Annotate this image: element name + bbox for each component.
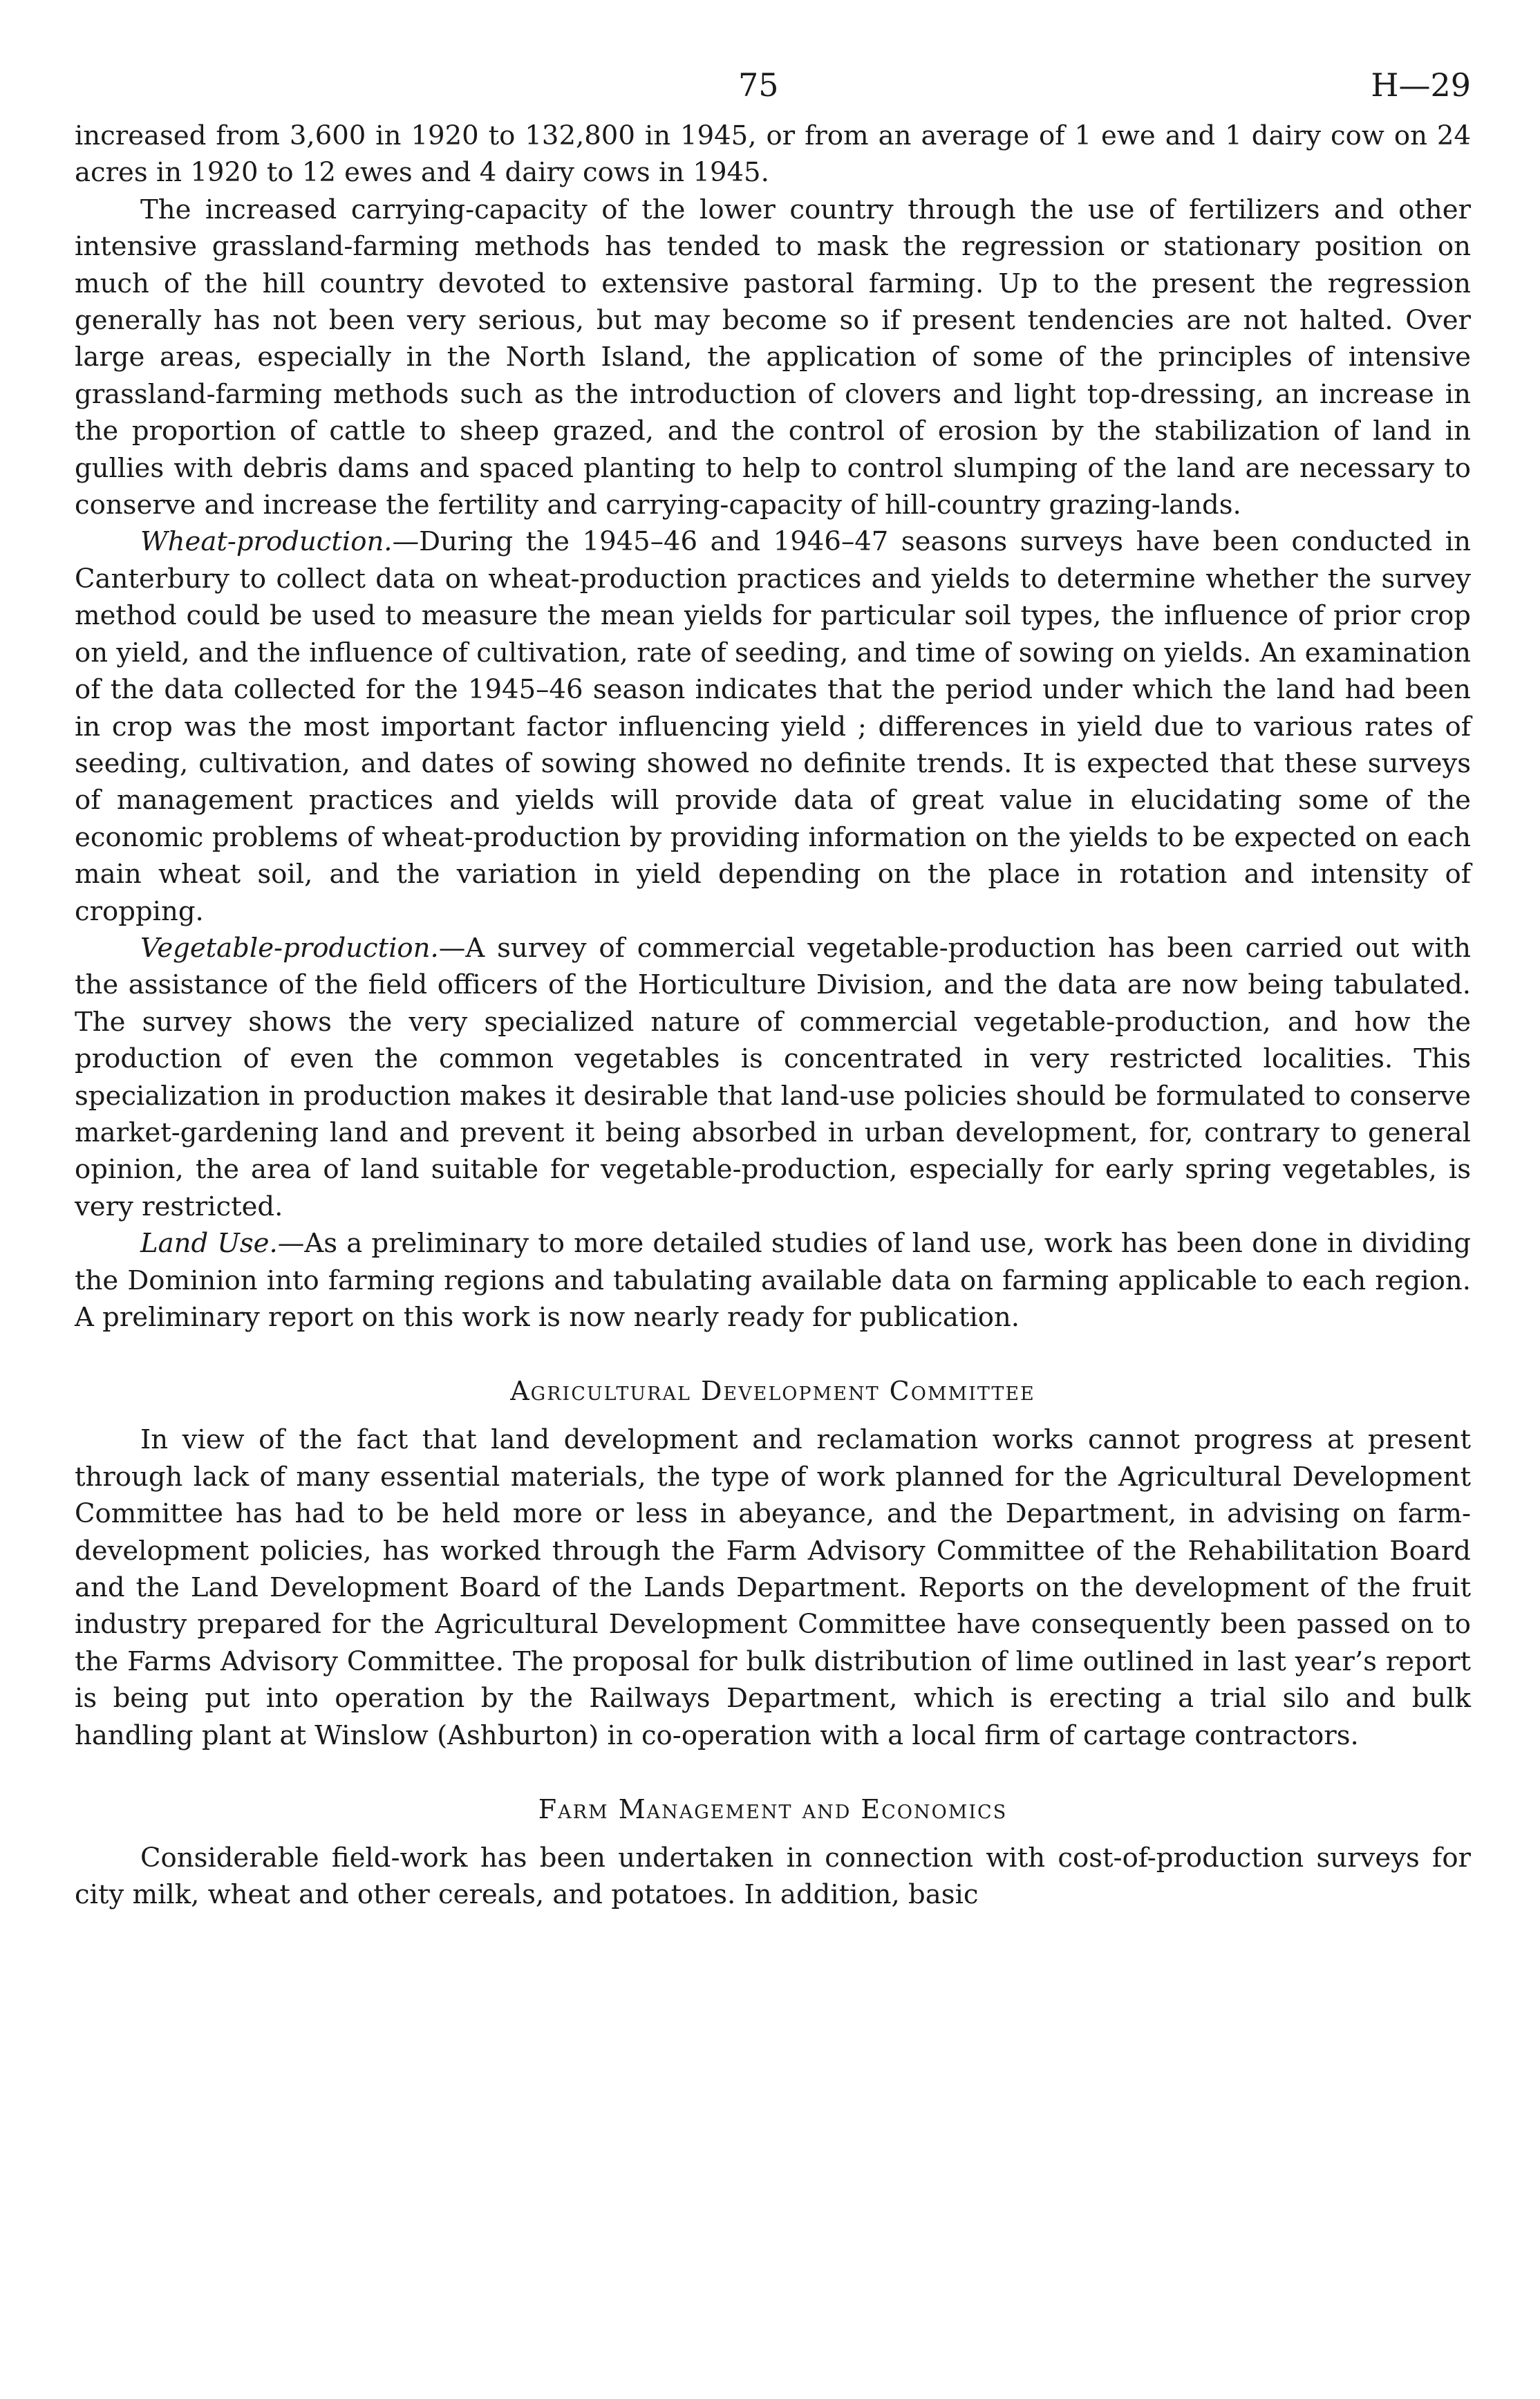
wheat-production-text: —During the 1945–46 and 1946–47 seasons surveys have been conducted in Canterbury to collect data on wheat-production practices and yields to determine whether the survey method could be used to measure the mean yields for particular soil types, the influence of prior crop on yield, and the influence of cultivation, rate of seeding, and time of sowing on yields. An examination of the data collected for the 1945–46 season indicates that the period under which the land had been in crop was the most important factor influencing yield ; differences in yield due to various rates of seeding, cultivation, and dates of sowing showed no definite trends. It is expected that these surveys of management practices and yields will provide data of great value in elucidating some of the economic problems of wheat-production by providing information on the yields to be expected on each main wheat soil, and the variation in yield depending on the place in rotation and intensity of cropping. xyxy=(75,526,1471,927)
paragraph-wheat-production xyxy=(75,523,1471,929)
document-reference: H—29 xyxy=(1371,66,1471,104)
paragraph-vegetable-production xyxy=(75,930,1471,1225)
vegetable-production-lead-in: Vegetable-production. xyxy=(140,932,439,964)
paragraph-carrying-capacity: The increased carrying-capacity of the lower country through the use of fertilizers and other intensive grassland-farming methods has tended to mask the regression or stationary position on much of the hill country devoted to extensive pastoral farming. Up to the present the regression generally has not been very serious, but may become so if present tendencies are not halted. Over large areas, especially in the North Island, the application of some of the principles of intensive grassland-farming methods such as the introduction of clovers and light top-dressing, an increase in the proportion of cattle to sheep grazed, and the control of erosion by the stabilization of land in gullies with debris dams and spaced planting to help to control slumping of the land are necessary to conserve and increase the fertility and carrying-capacity of hill-country grazing-lands. xyxy=(75,194,1471,521)
document-page xyxy=(75,66,1471,1914)
vegetable-production-text: —A survey of commercial vegetable-production has been carried out with the assistance of the field officers of the Horticulture Division, and the data are now being tabulated. The survey shows the very specialized nature of commercial vegetable-production, and how the production of even the common vegetables is concentrated in very restricted localities. This specialization in production makes it desirable that land-use policies should be formulated to conserve market-gardening land and prevent it being absorbed in urban development, for, contrary to general opinion, the area of land suitable for vegetable-production, especially for early spring vegetables, is very restricted. xyxy=(75,932,1471,1222)
wheat-production-lead-in: Wheat-production. xyxy=(140,526,393,558)
paragraph-farm-management: Considerable field-work has been undertaken in connection with cost-of-production surveys for city milk, wheat and other cereals, and potatoes. In addition, basic xyxy=(75,1842,1471,1911)
body-text xyxy=(75,118,1471,1914)
paragraph-agricultural-development: In view of the fact that land development and reclamation works cannot progress at present through lack of many essential materials, the type of work planned for the Agricultural Development Committee has had to be held more or less in abeyance, and the Department, in advising on farm-development policies, has worked through the Farm Advisory Committee of the Rehabilitation Board and the Land Development Board of the Lands Department. Reports on the development of the fruit industry prepared for the Agricultural Development Committee have consequently been passed on to the Farms Advisory Committee. The proposal for bulk distribution of lime outlined in last year’s report is being put into operation by the Railways Department, which is erecting a trial silo and bulk handling plant at Winslow (Ashburton) in co-operation with a local firm of cartage contractors. xyxy=(75,1424,1471,1751)
page-header xyxy=(75,66,1471,108)
section-heading-farm-management: Farm Management and Economics xyxy=(538,1794,1008,1825)
land-use-text: —As a preliminary to more detailed studies of land use, work has been done in dividing the Dominion into farming regions and tabulating available data on farming applicable to each region. A preliminary report on this work is now nearly ready for publication. xyxy=(75,1228,1471,1333)
page-number: 75 xyxy=(738,66,779,104)
paragraph-continuation: increased from 3,600 in 1920 to 132,800 in 1945, or from an average of 1 ewe and 1 dairy cow on 24 acres in 1920 to 12 ewes and 4 dairy cows in 1945. xyxy=(75,120,1471,189)
land-use-lead-in: Land Use. xyxy=(140,1228,278,1260)
paragraph-land-use xyxy=(75,1225,1471,1336)
section-heading-agricultural-development: Agricultural Development Committee xyxy=(510,1376,1035,1407)
